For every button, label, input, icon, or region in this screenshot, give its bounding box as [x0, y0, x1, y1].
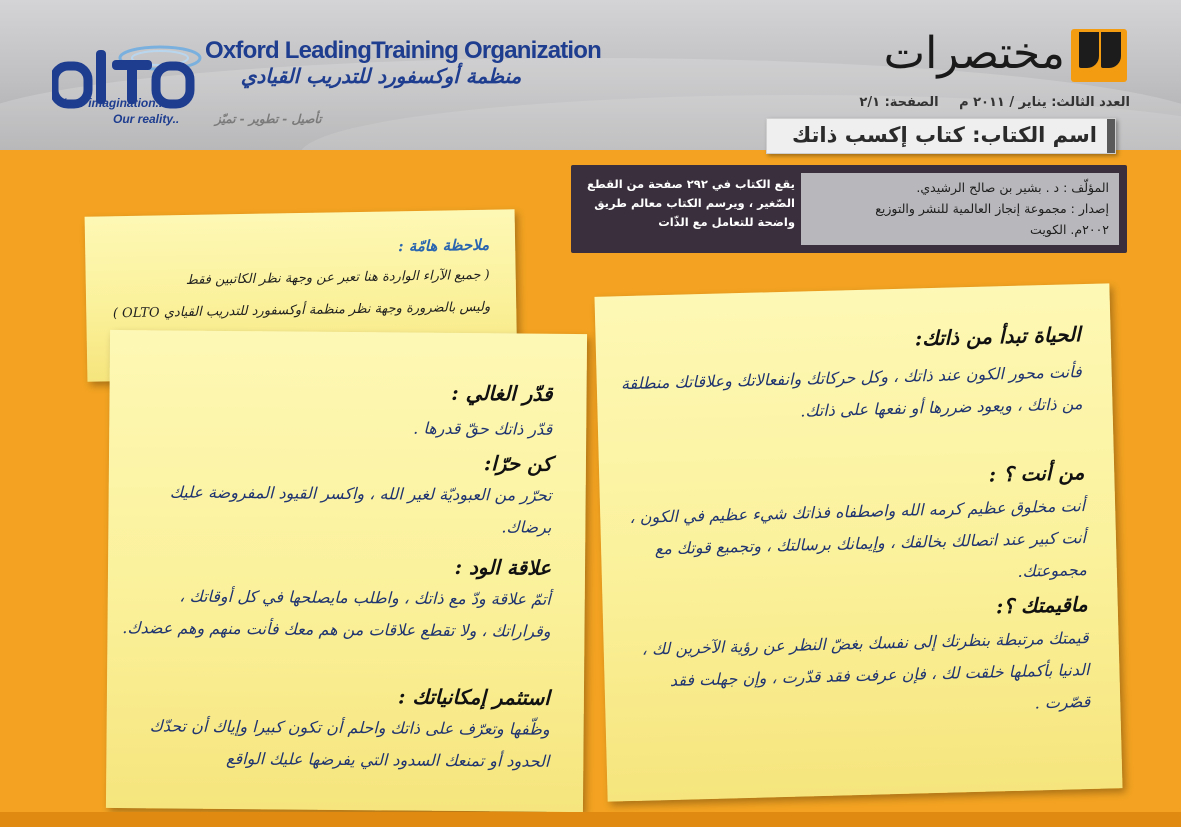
book-title-banner: [766, 118, 1116, 154]
tagline-line2: Our reality..: [113, 112, 180, 126]
section-heading: كن حرّا:: [483, 451, 553, 476]
section-heading: علاقة الود :: [454, 554, 552, 580]
issue-date: العدد الثالث: يناير / ٢٠١١ م: [959, 95, 1130, 110]
banner-accent-bar: [1107, 119, 1115, 153]
quote-mark-icon: [1071, 29, 1127, 82]
section-text: قدّر ذاتك حقّ قدرها .: [413, 418, 553, 439]
org-name-arabic: منظمة أوكسفورد للتدريب القيادي: [240, 64, 522, 88]
section-text: تحرّر من العبوديّة لغير الله ، واكسر القيود المفروضة عليك برضاك.: [169, 482, 552, 537]
section-text: قيمتك مرتبطة بنظرتك إلى نفسك بغضّ النظر عن رؤية الآخرين لك ، الدنيا بأكملها خلقت لك ، فإن عرفت فقد قدّرت ، وإن جهلت فقد قصّرت .: [641, 628, 1091, 713]
page-number: الصفحة: ٢/١: [859, 95, 939, 110]
book-description: يقع الكتاب في ٢٩٢ صفحة من القطع الصّغير ، ويرسم الكتاب معالم طريق واضحة للتعامل مع الذّات: [587, 177, 795, 229]
tagline-line1: Your imagination...: [58, 96, 166, 110]
issue-info: [790, 95, 1130, 110]
section-text: فأنت محور الكون عند ذاتك ، وكل حركاتك وانفعالاتك وعلاقاتك منطلقة من ذاتك ، ويعود ضررها أو نفعها على ذاتك.: [620, 362, 1083, 421]
section-text: أتمّ علاقة ودّ مع ذاتك ، واطلب مايصلحها في كل أوقاتك ، وقراراتك ، ولا تقطع علاقات من هم معك فأنت منهم وهم عضدك.: [122, 586, 551, 641]
disclaimer-title: ملاحظة هامّة :: [397, 235, 490, 256]
section-heading: الحياة تبدأ من ذاتك:: [914, 322, 1081, 351]
org-name-english: Oxford LeadingTraining Organization: [205, 37, 602, 64]
section-heading: من أنت ؟ :: [988, 460, 1085, 487]
footer-strip: [0, 812, 1181, 827]
book-info-box: [571, 165, 1127, 253]
sticky-note-left: [106, 330, 587, 812]
disclaimer-line: وليس بالضرورة وجهة نظر منظمة أوكسفورد للتدريب القيادي OLTO ): [112, 299, 491, 322]
section-text: أنت مخلوق عظيم كرمه الله واصطفاه فذاتك شيء عظيم في الكون ، أنت كبير عند اتصالك بخالقك ، وإيمانك برسالتك ، وتجميع قوتك مع مجموعتك.: [629, 496, 1088, 581]
section-heading: استثمر إمكانياتك :: [397, 684, 551, 710]
sticky-note-right: [594, 283, 1122, 801]
org-motto: تأصيل - تطوير - تميّز: [215, 112, 322, 126]
section-text: وظّفها وتعرّف على ذاتك واحلم أن تكون كبيرا وإياك أن تحدّك الحدود أو تمنعك السدود التي يفرضها عليك الواقع: [149, 716, 550, 771]
book-publisher: إصدار : مجموعة إنجاز العالمية للنشر والتوزيع: [875, 201, 1109, 216]
book-title: اسم الكتاب: كتاب إكسب ذاتك: [791, 123, 1097, 147]
disclaimer-line: ( جميع الآراء الواردة هنا تعبر عن وجهة نظر الكاتبين فقط: [185, 267, 490, 289]
magazine-title: مختصرات: [883, 28, 1065, 79]
book-year-place: ٢٠٠٢م. الكويت: [1030, 222, 1109, 237]
section-heading: قدّر الغالي :: [451, 380, 553, 406]
book-author: المؤلّف : د . بشير بن صالح الرشيدي.: [916, 180, 1109, 195]
section-heading: ماقيمتك ؟:: [995, 592, 1089, 619]
author-panel: [801, 173, 1119, 245]
